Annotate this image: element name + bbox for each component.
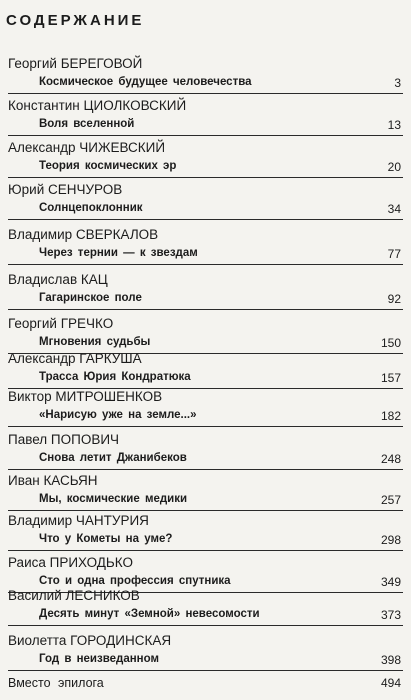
entry-author: Георгий ГРЕЧКО — [8, 316, 114, 331]
entry-author: Виолетта ГОРОДИНСКАЯ — [8, 633, 172, 648]
entry-rule — [8, 510, 403, 511]
entry-rule — [8, 550, 403, 551]
entry-rule — [8, 625, 403, 626]
entry-page-number: 77 — [387, 247, 401, 261]
entry-author: Александр ЧИЖЕВСКИЙ — [8, 140, 166, 155]
entry-page-number: 13 — [387, 118, 401, 132]
entry-rule — [8, 309, 403, 310]
entry-author: Владислав КАЦ — [8, 272, 108, 287]
entry-author: Павел ПОПОВИЧ — [8, 432, 120, 447]
entry-title: Космическое будущее человечества — [39, 76, 252, 88]
entry-title: Воля вселенной — [39, 118, 135, 130]
entry-title-row[interactable] — [0, 202, 411, 218]
entry-title: Десять минут «Земной» невесомости — [39, 608, 260, 620]
entry-page-number: 3 — [394, 76, 401, 90]
entry-author: Владимир ЧАНТУРИЯ — [8, 513, 149, 528]
entry-page-number: 34 — [387, 202, 401, 216]
entry-title: Снова летит Джанибеков — [39, 452, 187, 464]
entry-title-row[interactable] — [0, 653, 411, 669]
entry-rule — [8, 469, 403, 470]
entry-author: Василий ЛЕСНИКОВ — [8, 588, 140, 603]
entry-author: Юрий СЕНЧУРОВ — [8, 182, 123, 197]
entry-rule — [8, 264, 403, 265]
entry-title: Что у Кометы на уме? — [39, 533, 173, 545]
entry-title-row[interactable] — [0, 76, 411, 92]
entry-page-number: 248 — [380, 452, 401, 466]
entry-title-row[interactable] — [0, 409, 411, 425]
entry-title-row[interactable] — [0, 247, 411, 263]
entry-author: Владимир СВЕРКАЛОВ — [8, 227, 159, 242]
entry-title-row[interactable] — [0, 493, 411, 509]
entry-rule — [8, 426, 403, 427]
entry-author: Георгий БЕРЕГОВОЙ — [8, 56, 143, 71]
entry-title-row[interactable] — [0, 452, 411, 468]
entry-title-row[interactable] — [0, 533, 411, 549]
entry-author: Александр ГАРКУША — [8, 351, 142, 366]
entry-page-number: 157 — [380, 371, 401, 385]
epilogue-page-number: 494 — [380, 676, 401, 690]
entry-title: Сто и одна профессия спутника — [39, 575, 231, 587]
entry-title: Через тернии — к звездам — [39, 247, 198, 259]
entry-title-row[interactable] — [0, 292, 411, 308]
entry-title: Мы, космические медики — [39, 493, 188, 505]
entry-title: «Нарисую уже на земле...» — [39, 409, 197, 421]
entry-rule — [8, 670, 403, 671]
entry-page-number: 373 — [380, 608, 401, 622]
entry-rule — [8, 93, 403, 94]
entry-title-row[interactable] — [0, 336, 411, 352]
entry-rule — [8, 219, 403, 220]
entry-page-number: 257 — [380, 493, 401, 507]
entry-title-row[interactable] — [0, 160, 411, 176]
entry-author: Иван КАСЬЯН — [8, 473, 98, 488]
contents-heading: СОДЕРЖАНИЕ — [6, 12, 145, 29]
entry-title: Гагаринское поле — [39, 292, 142, 304]
epilogue-title: Вместо эпилога — [8, 676, 104, 690]
entry-author: Раиса ПРИХОДЬКО — [8, 555, 134, 570]
entry-page-number: 298 — [380, 533, 401, 547]
entry-title-row[interactable] — [0, 608, 411, 624]
entry-author: Константин ЦИОЛКОВСКИЙ — [8, 98, 187, 113]
entry-page-number: 398 — [380, 653, 401, 667]
entry-title: Теория космических эр — [39, 160, 177, 172]
entry-rule — [8, 135, 403, 136]
entry-page-number: 92 — [387, 292, 401, 306]
entry-title: Трасса Юрия Кондратюка — [39, 371, 191, 383]
entry-author: Виктор МИТРОШЕНКОВ — [8, 389, 163, 404]
entry-page-number: 182 — [380, 409, 401, 423]
entry-page-number: 150 — [380, 336, 401, 350]
entry-page-number: 349 — [380, 575, 401, 589]
entry-title: Солнцепоклонник — [39, 202, 143, 214]
entry-rule — [8, 177, 403, 178]
entry-title: Год в неизведанном — [39, 653, 159, 665]
entry-title-row[interactable] — [0, 371, 411, 387]
entry-page-number: 20 — [387, 160, 401, 174]
entry-title-row[interactable] — [0, 118, 411, 134]
entry-title: Мгновения судьбы — [39, 336, 151, 348]
